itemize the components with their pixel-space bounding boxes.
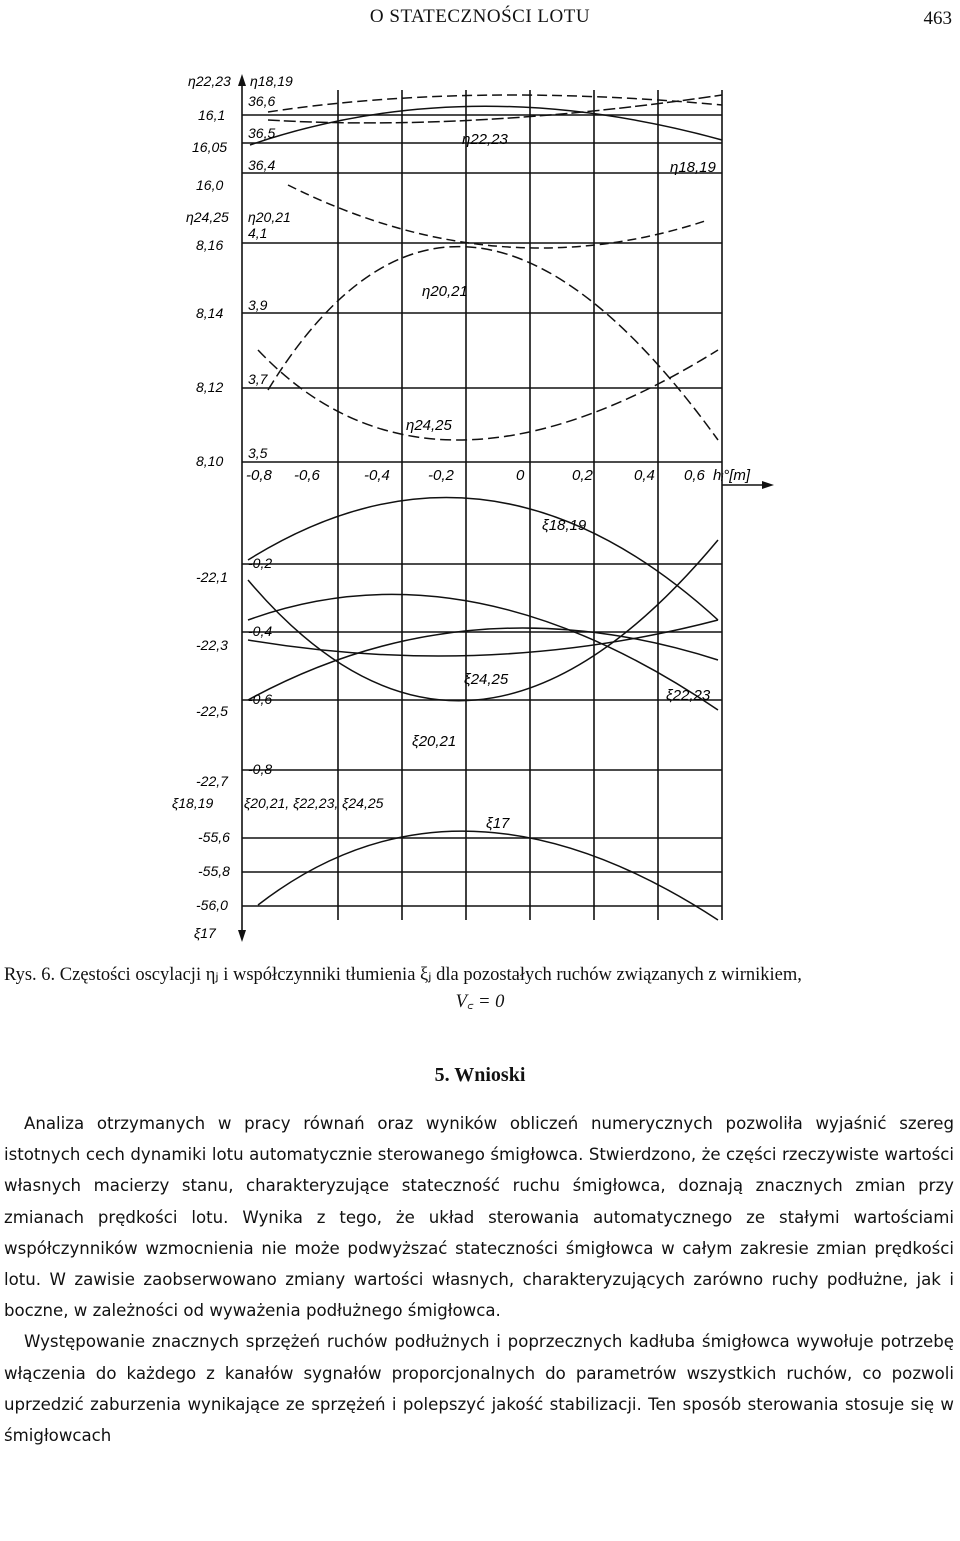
axis-label: 8,14 bbox=[196, 305, 224, 321]
curve-label: η18,19 bbox=[670, 159, 716, 176]
axis-label: 3,5 bbox=[248, 445, 268, 461]
axis-label: η24,25 bbox=[186, 209, 229, 225]
curve-label: η20,21 bbox=[422, 283, 468, 300]
axis-label: 3,9 bbox=[248, 297, 268, 313]
axis-label: -0,8 bbox=[248, 761, 273, 777]
axis-label: -55,6 bbox=[198, 829, 230, 845]
paragraph: Analiza otrzymanych w pracy równań oraz wyników obliczeń numerycznych pozwoliła wyjaśnić szereg istotnych cech dynamiki lotu automatycznie sterowanego śmigłowca. Stwierdzono, że części rzeczywiste wartości własnych macierzy stanu, charakteryzujące stateczność ruchu śmigłowca, doznają znacznych zmian przy zmianach prędkości lotu. Wynika z tego, że układ sterowania automatycznego ze stałymi wartościami współczynników wzmocnienia nie może podwyższać stateczności śmigłowca w całym zakresie zmian prędkości lotu. W zawisie zaobserwowano zmiany wartości własnych, charakteryzujących zarówno ruchy podłużne, jak i boczne, w zależności od wyważenia podłużnego śmigłowca. bbox=[4, 1114, 954, 1321]
curve-label: η24,25 bbox=[406, 417, 452, 434]
page-number: 463 bbox=[923, 8, 952, 29]
axis-label: -55,8 bbox=[198, 863, 230, 879]
caption-line: V꜀ = 0 bbox=[455, 992, 505, 1012]
axis-label: 16,05 bbox=[192, 139, 228, 155]
x-tick: 0,4 bbox=[634, 467, 655, 484]
axis-label: -22,3 bbox=[196, 637, 228, 653]
axis-label: η20,21 bbox=[248, 209, 291, 225]
axis-label: 8,12 bbox=[196, 379, 224, 395]
curve-label: ξ18,19 bbox=[542, 517, 587, 534]
axis-label: 16,1 bbox=[198, 107, 226, 123]
curve-label: η22,23 bbox=[462, 131, 508, 148]
page-header bbox=[0, 6, 960, 36]
axis-label: ξ20,21, ξ22,23, ξ24,25 bbox=[244, 795, 384, 811]
axis-label: 36,5 bbox=[248, 125, 276, 141]
axis-label: η22,23 bbox=[188, 73, 231, 89]
x-tick: -0,6 bbox=[294, 467, 320, 484]
axis-label: 4,1 bbox=[248, 225, 268, 241]
figure-plot bbox=[168, 60, 788, 960]
figure-caption bbox=[4, 962, 956, 1016]
caption-line: Rys. 6. Częstości oscylacji ηⱼ i współczynniki tłumienia ξⱼ dla pozostałych ruchów związanych z wirnikiem, bbox=[4, 965, 802, 985]
section-heading: 5. Wnioski bbox=[434, 1064, 526, 1086]
curve-label: ξ24,25 bbox=[464, 671, 509, 688]
axis-label: -0,6 bbox=[248, 691, 273, 707]
axis-label: -56,0 bbox=[196, 897, 228, 913]
x-unit: hᵢ°[m] bbox=[713, 467, 751, 484]
figure-6 bbox=[168, 60, 788, 960]
axis-label: ξ18,19 bbox=[172, 795, 214, 811]
curve-label: ξ20,21 bbox=[412, 733, 457, 750]
axis-label: 36,4 bbox=[248, 157, 276, 173]
axis-label: 36,6 bbox=[248, 93, 276, 109]
axis-label: ξ17 bbox=[194, 925, 216, 941]
x-tick: 0 bbox=[516, 467, 525, 484]
axis-label: -22,5 bbox=[196, 703, 228, 719]
curve-label: ξ17 bbox=[486, 815, 510, 832]
curve-label: ξ22,23 bbox=[666, 687, 711, 704]
x-tick: 0,6 bbox=[684, 467, 705, 484]
axis-label: -22,7 bbox=[196, 773, 228, 789]
axis-label: 8,16 bbox=[196, 237, 224, 253]
axis-label: -0,2 bbox=[248, 555, 273, 571]
axis-label: 16,0 bbox=[196, 177, 224, 193]
axis-label: 8,10 bbox=[196, 453, 224, 469]
body-text bbox=[4, 1108, 954, 1451]
x-tick: -0,4 bbox=[364, 467, 390, 484]
axis-label: 3,7 bbox=[248, 371, 268, 387]
axis-label: η18,19 bbox=[250, 73, 293, 89]
x-tick: -0,8 bbox=[246, 467, 272, 484]
axis-label: -0,4 bbox=[248, 623, 273, 639]
axis-label: -22,1 bbox=[196, 569, 228, 585]
x-tick: 0,2 bbox=[572, 467, 593, 484]
paragraph: Występowanie znacznych sprzężeń ruchów podłużnych i poprzecznych kadłuba śmigłowca wywołuje potrzebę włączenia do każdego z kanałów sygnałów proporcjonalnych do parametrów wszystkich ruchów, co pozwoli uprzedzić zaburzenia wynikające ze sprzężeń i polepszyć jakość stabilizacji. Ten sposób sterowania stosuje się w śmigłowcach bbox=[4, 1332, 954, 1446]
x-tick: -0,2 bbox=[428, 467, 454, 484]
running-title: O STATECZNOŚCI LOTU bbox=[369, 6, 591, 27]
